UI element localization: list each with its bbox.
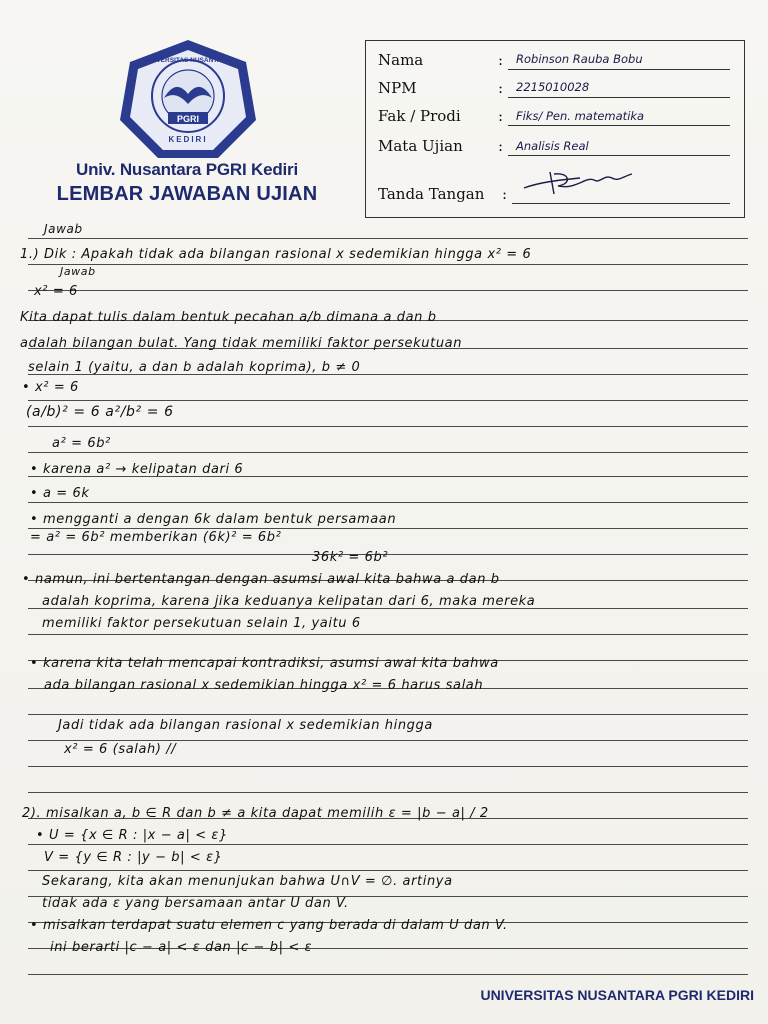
answer-line: ada bilangan rasional x sedemikian hingga x² = 6 harus salah: [44, 678, 484, 693]
sep-fak-prodi: :: [498, 107, 504, 125]
label-nama: Nama: [378, 51, 424, 69]
answer-line: Jadi tidak ada bilangan rasional x sedemikian hingga: [58, 718, 433, 733]
value-nama: Robinson Rauba Bobu: [516, 52, 643, 66]
answer-line: • a = 6k: [30, 486, 90, 501]
answer-line: Jawab: [60, 265, 96, 278]
answer-line: Kita dapat tulis dalam bentuk pecahan a/b dimana a dan b: [20, 310, 437, 325]
label-fak-prodi: Fak / Prodi: [378, 107, 461, 125]
ruled-line: [28, 426, 748, 427]
footer-university: UNIVERSITAS NUSANTARA PGRI KEDIRI: [480, 987, 754, 1003]
ruled-line: [28, 264, 748, 265]
ruled-line: [28, 400, 748, 401]
field-line-npm: [508, 97, 730, 98]
answer-line: x² = 6 (salah) //: [64, 742, 177, 757]
logo-banner-text: PGRI: [176, 114, 200, 124]
value-npm: 2215010028: [516, 80, 590, 94]
ruled-line: [28, 290, 748, 291]
answer-line: 1.) Dik : Apakah tidak ada bilangan rasional x sedemikian hingga x² = 6: [20, 247, 532, 262]
ruled-line: [28, 766, 748, 767]
value-mata-ujian: Analisis Real: [516, 139, 589, 153]
ruled-line: [28, 844, 748, 845]
answer-line: • misalkan terdapat suatu elemen c yang berada di dalam U dan V.: [30, 918, 508, 933]
ruled-line: [28, 238, 748, 239]
ruled-line: [28, 528, 748, 529]
field-line-nama: [508, 69, 730, 70]
ruled-line: [28, 792, 748, 793]
answer-line: adalah koprima, karena jika keduanya kelipatan dari 6, maka mereka: [42, 594, 536, 609]
answer-line: tidak ada ε yang bersamaan antar U dan V.: [42, 896, 349, 911]
field-line-fak-prodi: [508, 125, 730, 126]
answer-line: = a² = 6b² memberikan (6k)² = 6b²: [30, 530, 282, 545]
answer-line: • namun, ini bertentangan dengan asumsi awal kita bahwa a dan b: [22, 572, 500, 587]
answer-line: Sekarang, kita akan menunjukan bahwa U∩V = ∅. artinya: [42, 874, 453, 889]
ruled-line: [28, 974, 748, 975]
university-logo: [118, 38, 258, 162]
answer-line: ini berarti |c − a| < ε dan |c − b| < ε: [50, 940, 313, 955]
logo-ring-text: UNIVERSITAS NUSANTARA: [145, 57, 231, 64]
answer-line: selain 1 (yaitu, a dan b adalah koprima), b ≠ 0: [28, 360, 361, 375]
answer-line: adalah bilangan bulat. Yang tidak memiliki faktor persekutuan: [20, 336, 463, 351]
sheet-title: LEMBAR JAWABAN UJIAN: [56, 183, 318, 205]
label-mata-ujian: Mata Ujian: [378, 137, 463, 155]
answer-line: • U = {x ∈ R : |x − a| < ε}: [36, 828, 228, 843]
sep-nama: :: [498, 51, 504, 69]
field-line-mata-ujian: [508, 155, 730, 156]
answer-line: (a/b)² = 6 a²/b² = 6: [26, 404, 174, 420]
logo-bottom-text: KEDIRI: [168, 135, 208, 144]
sep-tanda-tangan: :: [502, 185, 508, 203]
answer-line: memiliki faktor persekutuan selain 1, yaitu 6: [42, 616, 361, 631]
ruled-line: [28, 714, 748, 715]
field-line-tanda-tangan: [512, 203, 730, 204]
answer-line: 36k² = 6b²: [312, 550, 389, 565]
ruled-line: [28, 452, 748, 453]
ruled-line: [28, 870, 748, 871]
answer-line: x² = 6: [34, 284, 78, 299]
sep-npm: :: [498, 79, 504, 97]
sep-mata-ujian: :: [498, 137, 504, 155]
value-fak-prodi: Fiks/ Pen. matematika: [516, 109, 645, 123]
answer-line: • mengganti a dengan 6k dalam bentuk persamaan: [30, 512, 397, 527]
answer-line: 2). misalkan a, b ∈ R dan b ≠ a kita dapat memilih ε = |b − a| / 2: [22, 806, 489, 821]
answer-line: a² = 6b²: [52, 436, 111, 451]
answer-line: V = {y ∈ R : |y − b| < ε}: [44, 850, 223, 865]
ruled-line: [28, 634, 748, 635]
answer-line: • x² = 6: [22, 380, 79, 395]
signature-scribble: [520, 168, 640, 198]
ruled-line: [28, 502, 748, 503]
label-tanda-tangan: Tanda Tangan: [378, 185, 485, 203]
answer-line: Jawab: [44, 222, 83, 236]
ruled-line: [28, 740, 748, 741]
university-name: Univ. Nusantara PGRI Kediri: [76, 160, 298, 179]
answer-line: • karena a² → kelipatan dari 6: [30, 462, 244, 477]
label-npm: NPM: [378, 79, 417, 97]
answer-line: • karena kita telah mencapai kontradiksi, asumsi awal kita bahwa: [30, 656, 499, 671]
